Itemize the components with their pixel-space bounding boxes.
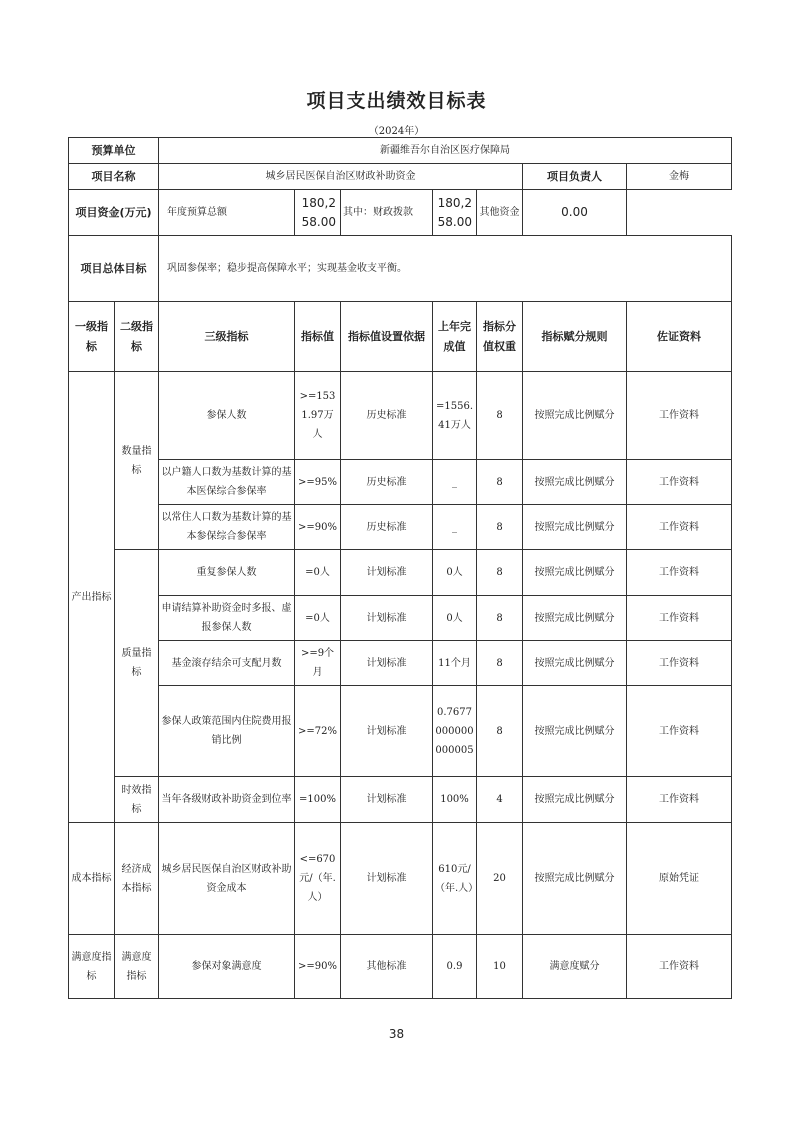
indicator-name: 参保人政策范围内住院费用报销比例	[159, 686, 295, 777]
project-leader-value: 金梅	[627, 164, 732, 190]
indicator-prev: _	[433, 505, 477, 550]
indicator-value: >=90%	[295, 935, 341, 999]
indicator-basis: 计划标准	[341, 823, 433, 935]
header-value: 指标值	[295, 302, 341, 372]
table-row	[69, 372, 732, 460]
header-level1: 一级指标	[69, 302, 115, 372]
indicator-evidence: 工作资料	[627, 641, 732, 686]
indicator-weight: 8	[477, 372, 523, 460]
indicator-value: >=1531.97万人	[295, 372, 341, 460]
indicator-value: >=9个月	[295, 641, 341, 686]
table-row	[69, 460, 732, 505]
indicator-rule: 按照完成比例赋分	[523, 460, 627, 505]
indicator-basis: 历史标准	[341, 505, 433, 550]
indicator-prev: 610元/（年.人）	[433, 823, 477, 935]
table-row	[69, 686, 732, 777]
table-row	[69, 823, 732, 935]
table-row	[69, 596, 732, 641]
indicator-evidence: 原始凭证	[627, 823, 732, 935]
indicator-value: =0人	[295, 596, 341, 641]
indicator-name: 基金滚存结余可支配月数	[159, 641, 295, 686]
indicator-basis: 其他标准	[341, 935, 433, 999]
indicator-prev: 0.9	[433, 935, 477, 999]
indicator-rule: 满意度赋分	[523, 935, 627, 999]
group-timeliness: 时效指标	[115, 777, 159, 823]
header-level3: 三级指标	[159, 302, 295, 372]
indicator-evidence: 工作资料	[627, 777, 732, 823]
indicator-name: 申请结算补助资金时多报、虚报参保人数	[159, 596, 295, 641]
indicator-value: >=72%	[295, 686, 341, 777]
indicator-basis: 计划标准	[341, 686, 433, 777]
indicator-value: >=95%	[295, 460, 341, 505]
indicator-evidence: 工作资料	[627, 460, 732, 505]
table-row	[69, 777, 732, 823]
indicator-name: 当年各级财政补助资金到位率	[159, 777, 295, 823]
indicator-weight: 8	[477, 641, 523, 686]
indicator-value: =0人	[295, 550, 341, 596]
project-name-value: 城乡居民医保自治区财政补助资金	[159, 164, 523, 190]
indicator-basis: 计划标准	[341, 550, 433, 596]
indicator-weight: 10	[477, 935, 523, 999]
budget-unit-value: 新疆维吾尔自治区医疗保障局	[159, 138, 732, 164]
fiscal-appropriation-label: 其中：财政拨款	[341, 190, 433, 236]
indicator-rule: 按照完成比例赋分	[523, 777, 627, 823]
indicator-name: 以户籍人口数为基数计算的基本医保综合参保率	[159, 460, 295, 505]
indicator-name: 参保人数	[159, 372, 295, 460]
indicator-weight: 4	[477, 777, 523, 823]
indicator-weight: 20	[477, 823, 523, 935]
indicator-prev: 0人	[433, 596, 477, 641]
indicator-rule: 按照完成比例赋分	[523, 505, 627, 550]
indicator-name: 以常住人口数为基数计算的基本参保综合参保率	[159, 505, 295, 550]
indicator-evidence: 工作资料	[627, 372, 732, 460]
group-output: 产出指标	[69, 372, 115, 823]
goal-value: 巩固参保率；稳步提高保障水平；实现基金收支平衡。	[159, 236, 732, 302]
indicator-name: 重复参保人数	[159, 550, 295, 596]
table-row	[69, 505, 732, 550]
indicator-value: <=670元/（年.人）	[295, 823, 341, 935]
indicator-prev: 0人	[433, 550, 477, 596]
header-evidence: 佐证资料	[627, 302, 732, 372]
project-leader-label: 项目负责人	[523, 164, 627, 190]
indicator-evidence: 工作资料	[627, 596, 732, 641]
indicator-prev: 0.7677000000000005	[433, 686, 477, 777]
indicator-value: >=90%	[295, 505, 341, 550]
table-row	[69, 641, 732, 686]
indicator-evidence: 工作资料	[627, 550, 732, 596]
indicator-name: 参保对象满意度	[159, 935, 295, 999]
indicator-rule: 按照完成比例赋分	[523, 641, 627, 686]
group-economic-cost: 经济成本指标	[115, 823, 159, 935]
indicator-weight: 8	[477, 505, 523, 550]
indicator-evidence: 工作资料	[627, 935, 732, 999]
group-satisfaction: 满意度指标	[69, 935, 115, 999]
other-funds-value	[523, 190, 627, 236]
indicator-evidence: 工作资料	[627, 505, 732, 550]
indicator-basis: 历史标准	[341, 372, 433, 460]
indicator-basis: 计划标准	[341, 641, 433, 686]
indicator-basis: 历史标准	[341, 460, 433, 505]
indicator-name: 城乡居民医保自治区财政补助资金成本	[159, 823, 295, 935]
header-prev: 上年完成值	[433, 302, 477, 372]
indicator-rule: 按照完成比例赋分	[523, 550, 627, 596]
header-level2: 二级指标	[115, 302, 159, 372]
indicator-prev: 11个月	[433, 641, 477, 686]
annual-budget-label: 年度预算总额	[159, 190, 295, 236]
goal-label: 项目总体目标	[69, 236, 159, 302]
indicator-rule: 按照完成比例赋分	[523, 823, 627, 935]
fiscal-appropriation-value: 180,258.00	[433, 190, 477, 236]
year-label: （2024年）	[368, 126, 425, 137]
budget-unit-label: 预算单位	[69, 138, 159, 164]
indicator-prev: _	[433, 460, 477, 505]
indicator-basis: 计划标准	[341, 596, 433, 641]
indicator-weight: 8	[477, 596, 523, 641]
indicator-rule: 按照完成比例赋分	[523, 596, 627, 641]
funds-label: 项目资金(万元)	[69, 190, 159, 236]
group-satisfaction-sub: 满意度指标	[115, 935, 159, 999]
header-rule: 指标赋分规则	[523, 302, 627, 372]
indicator-basis: 计划标准	[341, 777, 433, 823]
page-title: 项目支出绩效目标表	[306, 90, 487, 112]
table-row	[69, 550, 732, 596]
table-row	[69, 935, 732, 999]
performance-table	[68, 137, 732, 999]
other-funds-label-cell: 其他资金	[477, 190, 523, 236]
indicator-prev: 100%	[433, 777, 477, 823]
indicator-prev: =1556.41万人	[433, 372, 477, 460]
group-quality: 质量指标	[115, 550, 159, 777]
page-number: 38	[388, 1027, 405, 1041]
indicator-weight: 8	[477, 686, 523, 777]
header-weight: 指标分值权重	[477, 302, 523, 372]
project-name-label: 项目名称	[69, 164, 159, 190]
header-basis: 指标值设置依据	[341, 302, 433, 372]
group-quantity: 数量指标	[115, 372, 159, 550]
other-funds-amount: 0.00	[561, 205, 588, 219]
annual-budget-value: 180,258.00	[295, 190, 341, 236]
indicator-evidence: 工作资料	[627, 686, 732, 777]
indicator-rule: 按照完成比例赋分	[523, 686, 627, 777]
indicator-value: =100%	[295, 777, 341, 823]
indicator-weight: 8	[477, 460, 523, 505]
indicator-weight: 8	[477, 550, 523, 596]
group-cost: 成本指标	[69, 823, 115, 935]
indicator-rule: 按照完成比例赋分	[523, 372, 627, 460]
